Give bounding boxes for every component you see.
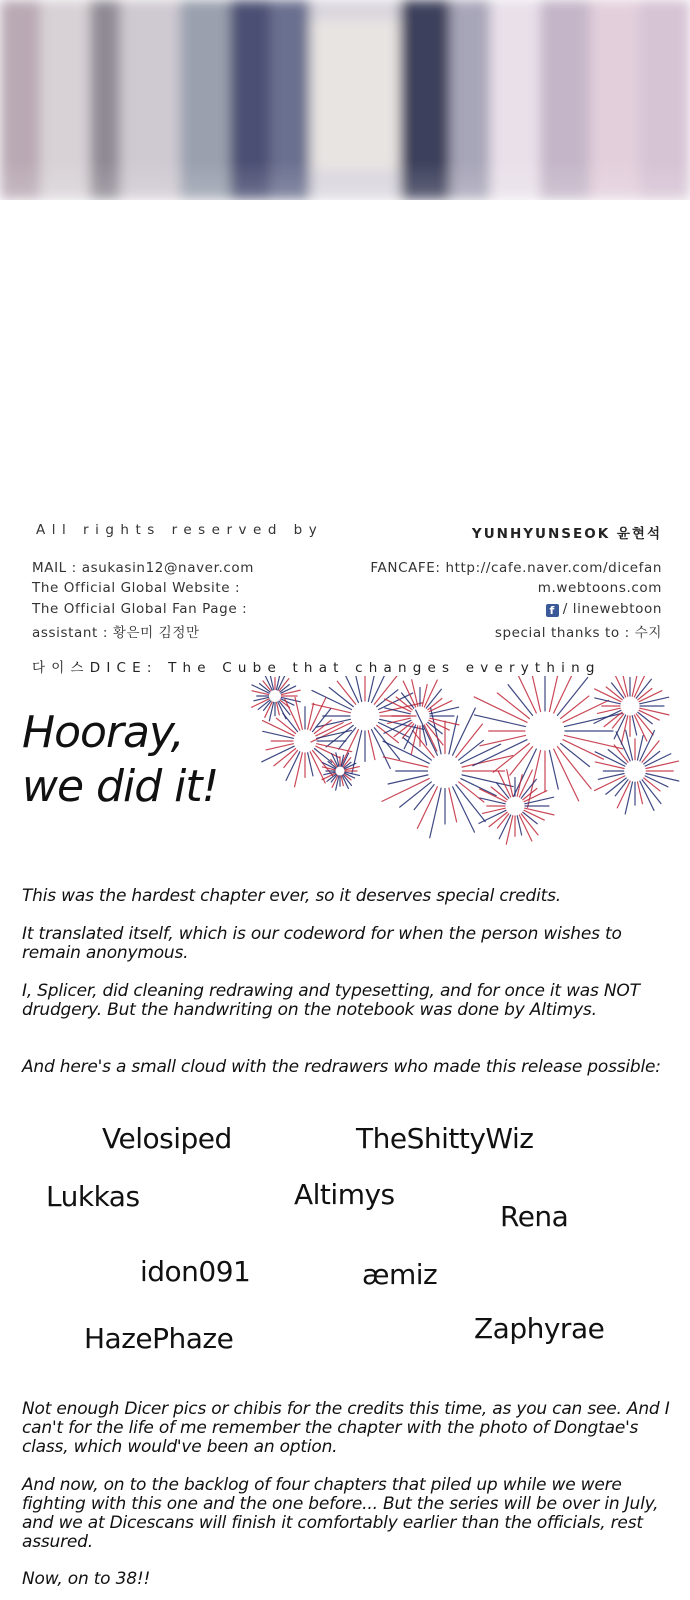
rights-text: All rights reserved by xyxy=(36,522,324,538)
redrawer-name: Altimys xyxy=(294,1178,395,1211)
firework-burst xyxy=(594,676,669,744)
website-link[interactable]: m.webtoons.com xyxy=(537,580,662,596)
fanpage-link[interactable] xyxy=(546,601,662,617)
paragraph-4: And here's a small cloud with the redrawers who made this release possible: xyxy=(22,1057,661,1077)
firework-burst xyxy=(384,680,459,754)
redrawer-name: idon091 xyxy=(140,1255,251,1288)
redrawer-name: TheShittyWiz xyxy=(356,1122,534,1155)
fanpage-label: The Official Global Fan Page : xyxy=(32,601,248,617)
fancafe-link[interactable]: FANCAFE: http://cafe.naver.com/dicefan xyxy=(370,560,662,576)
redrawer-name: Rena xyxy=(500,1200,569,1233)
hooray-heading xyxy=(22,706,218,814)
paragraph-2: It translated itself, which is our codeword for when the person wishes to remain anonymous. xyxy=(22,924,622,963)
facebook-icon: f xyxy=(546,604,559,617)
redrawer-name: æmiz xyxy=(362,1258,438,1291)
closing-paragraph-3: Now, on to 38!! xyxy=(22,1569,151,1589)
mail-text: MAIL : asukasin12@naver.com xyxy=(32,560,255,576)
closing-paragraph-2: And now, on to the backlog of four chapters that piled up while we were fighting with this one and the one before... But the series will be over in July, and we at Dicescans will finish it comfortably earlier than the officials, rest assured. xyxy=(22,1475,659,1552)
redrawer-name: Zaphyrae xyxy=(474,1312,605,1345)
paragraph-1: This was the hardest chapter ever, so it deserves special credits. xyxy=(22,886,561,906)
firework-burst xyxy=(594,730,678,814)
website-label: The Official Global Website : xyxy=(32,580,241,596)
thanks-text: special thanks to : 수지 xyxy=(494,625,662,641)
fanpage-value: / linewebtoon xyxy=(562,601,662,617)
author-name: YUNHYUNSEOK 윤현석 xyxy=(471,526,662,542)
closing-paragraph-1: Not enough Dicer pics or chibis for the credits this time, as you can see. And I can't for the life of me remember the chapter with the photo of Dongtae's class, which would've been an option. xyxy=(22,1399,670,1457)
paragraph-3: I, Splicer, did cleaning redrawing and typesetting, and for once it was NOT drudgery. But the handwriting on the notebook was done by Altimys. xyxy=(22,981,640,1020)
hooray-line-1: Hooray, xyxy=(22,707,184,758)
redrawer-name: HazePhaze xyxy=(84,1322,234,1355)
assistant-text: assistant : 황은미 김정만 xyxy=(32,625,200,641)
header-artwork xyxy=(0,0,690,200)
redrawer-name: Velosiped xyxy=(102,1122,232,1155)
dice-tagline: 다이스DICE: The Cube that changes everything xyxy=(32,660,601,676)
fireworks-illustration xyxy=(245,676,685,886)
redrawer-name: Lukkas xyxy=(46,1180,140,1213)
firework-burst xyxy=(252,676,301,721)
hooray-line-2: we did it! xyxy=(22,761,219,812)
